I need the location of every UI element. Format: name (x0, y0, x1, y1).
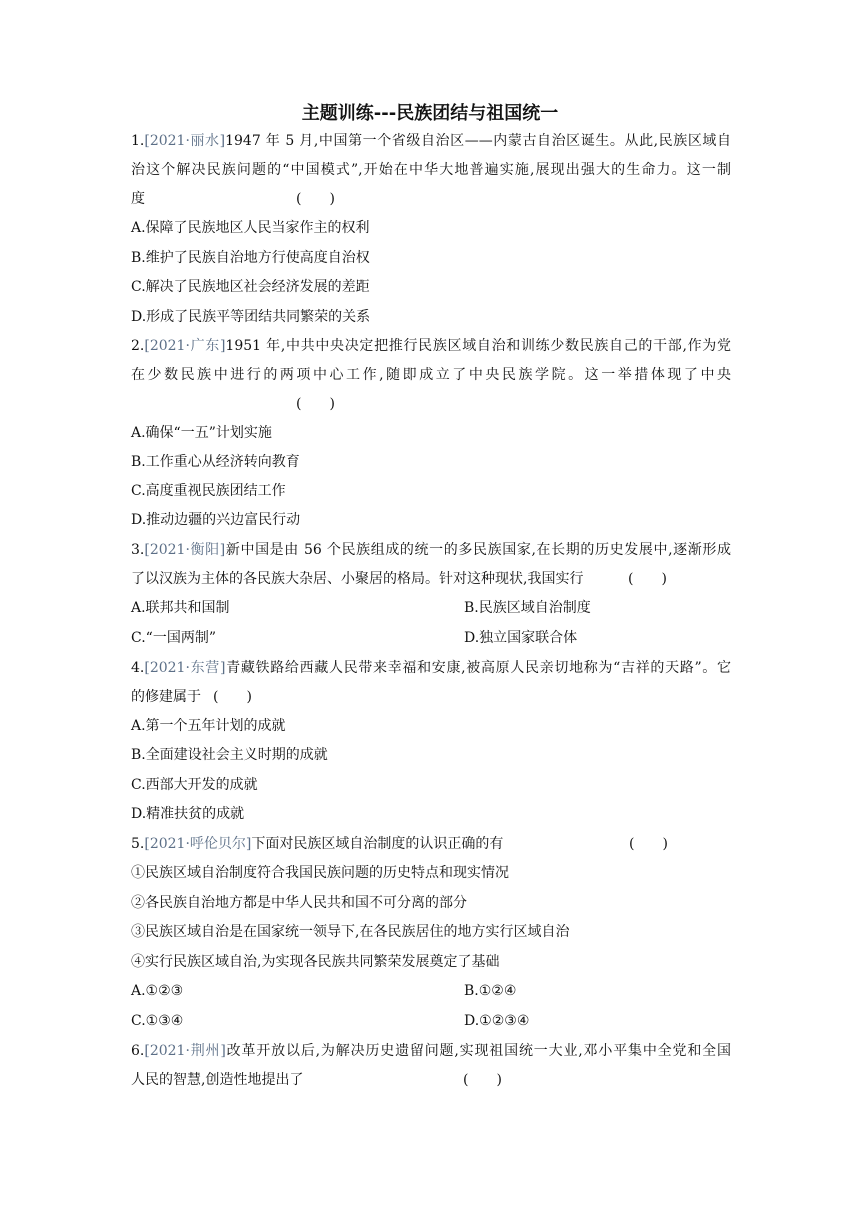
q6-source: [2021·荆州] (144, 1043, 226, 1059)
q4-option-c: C.西部大开发的成就 (131, 777, 258, 793)
q1-stem-text-3: 度 (131, 191, 145, 207)
document-title: 主题训练---民族团结与祖国统一 (301, 103, 559, 124)
q3-stem-text-1: 新中国是由 56 个民族组成的统一的多民族国家,在长期的历史发展中,逐渐形成 (225, 542, 731, 558)
q4-stem-text-2: 的修建属于 (131, 689, 201, 705)
q3-number: 3. (131, 542, 145, 558)
q5-answer-bracket: ( ) (629, 836, 668, 852)
q6-stem-text-1: 改革开放以后,为解决历史遗留问题,实现祖国统一大业,邓小平集中全党和全国 (225, 1043, 731, 1059)
q1-option-c: C.解决了民族地区社会经济发展的差距 (131, 279, 370, 295)
q2-answer-bracket: ( ) (296, 396, 335, 412)
q5-stem-text-1: 下面对民族区域自治制度的认识正确的有 (251, 836, 504, 852)
q2-stem-line-2: 在少数民族中进行的两项中心工作,随即成立了中央民族学院。这一举措体现了中央 (131, 367, 731, 383)
q3-option-b: B.民族区域自治制度 (464, 600, 591, 616)
q6-answer-bracket: ( ) (463, 1072, 502, 1088)
q2-option-d: D.推动边疆的兴边富民行动 (131, 512, 301, 528)
q4-option-b: B.全面建设社会主义时期的成就 (131, 747, 328, 763)
q5-source: [2021·呼伦贝尔] (144, 836, 252, 852)
q1-option-d: D.形成了民族平等团结共同繁荣的关系 (131, 309, 371, 325)
q2-stem-line-1 (131, 332, 731, 361)
q1-stem-text-1: 1947 年 5 月,中国第一个省级自治区——内蒙古自治区诞生。从此,民族区域自 (225, 133, 731, 149)
q3-stem-line-2 (131, 565, 731, 594)
q2-source: [2021·广东] (144, 338, 226, 354)
q3-option-d: D.独立国家联合体 (464, 630, 578, 646)
q5-number: 5. (131, 836, 145, 852)
q5-statement-1: ①民族区域自治制度符合我国民族问题的历史特点和现实情况 (131, 865, 509, 881)
q5-option-c: C.①③④ (131, 1013, 184, 1029)
q6-number: 6. (131, 1043, 145, 1059)
q2-stem-text-1: 1951 年,中共中央决定把推行民族区域自治和训练少数民族自己的干部,作为党 (225, 338, 731, 354)
q4-source: [2021·东营] (144, 660, 226, 676)
q5-statement-2: ②各民族自治地方都是中华人民共和国不可分离的部分 (131, 895, 467, 911)
q4-number: 4. (131, 660, 145, 676)
q1-option-a: A.保障了民族地区人民当家作主的权利 (131, 220, 370, 236)
q4-option-d: D.精准扶贫的成就 (131, 806, 245, 822)
q1-stem-line-3 (131, 185, 731, 214)
q5-options-row-2 (131, 1007, 731, 1036)
q4-option-a: A.第一个五年计划的成就 (131, 718, 286, 734)
q3-options-row-2 (131, 624, 731, 653)
q5-options-row-1 (131, 977, 731, 1006)
q2-number: 2. (131, 338, 145, 354)
q5-statement-3: ③民族区域自治是在国家统一领导下,在各民族居住的地方实行区域自治 (131, 924, 570, 940)
q2-stem-line-3 (131, 390, 731, 419)
q2-option-c: C.高度重视民族团结工作 (131, 483, 286, 499)
q1-stem-line-1 (131, 127, 731, 156)
q3-option-a: A.联邦共和国制 (131, 600, 230, 616)
q6-stem-line-1 (131, 1037, 731, 1066)
q3-option-c: C.“一国两制” (131, 630, 216, 646)
q6-stem-text-2: 人民的智慧,创造性地提出了 (131, 1072, 304, 1088)
q4-stem-line-2 (131, 683, 731, 712)
q5-stem-line-1 (131, 830, 731, 859)
q5-statement-4: ④实行民族区域自治,为实现各民族共同繁荣发展奠定了基础 (131, 954, 500, 970)
q1-source: [2021·丽水] (144, 133, 226, 149)
q4-stem-line-1 (131, 654, 731, 683)
q2-option-a: A.确保“一五”计划实施 (131, 425, 272, 441)
q1-number: 1. (131, 133, 145, 149)
q4-answer-bracket: ( ) (213, 689, 252, 705)
q3-stem-line-1 (131, 536, 731, 565)
q5-option-a: A.①②③ (131, 983, 184, 999)
q3-stem-text-2: 了以汉族为主体的各民族大杂居、小聚居的格局。针对这种现状,我国实行 (131, 571, 584, 587)
q1-option-b: B.维护了民族自治地方行使高度自治权 (131, 250, 370, 266)
q5-option-b: B.①②④ (464, 983, 517, 999)
q1-answer-bracket: ( ) (296, 191, 335, 207)
q3-options-row-1 (131, 594, 731, 623)
q2-option-b: B.工作重心从经济转向教育 (131, 454, 300, 470)
q3-source: [2021·衡阳] (144, 542, 226, 558)
q1-stem-line-2: 治这个解决民族问题的“中国模式”,开始在中华大地普遍实施,展现出强大的生命力。这一制 (131, 162, 731, 178)
q3-answer-bracket: ( ) (628, 571, 667, 587)
q5-option-d: D.①②③④ (464, 1013, 530, 1029)
q4-stem-text-1: 青藏铁路给西藏人民带来幸福和安康,被高原人民亲切地称为“吉祥的天路”。它 (225, 660, 731, 676)
q6-stem-line-2 (131, 1066, 731, 1095)
